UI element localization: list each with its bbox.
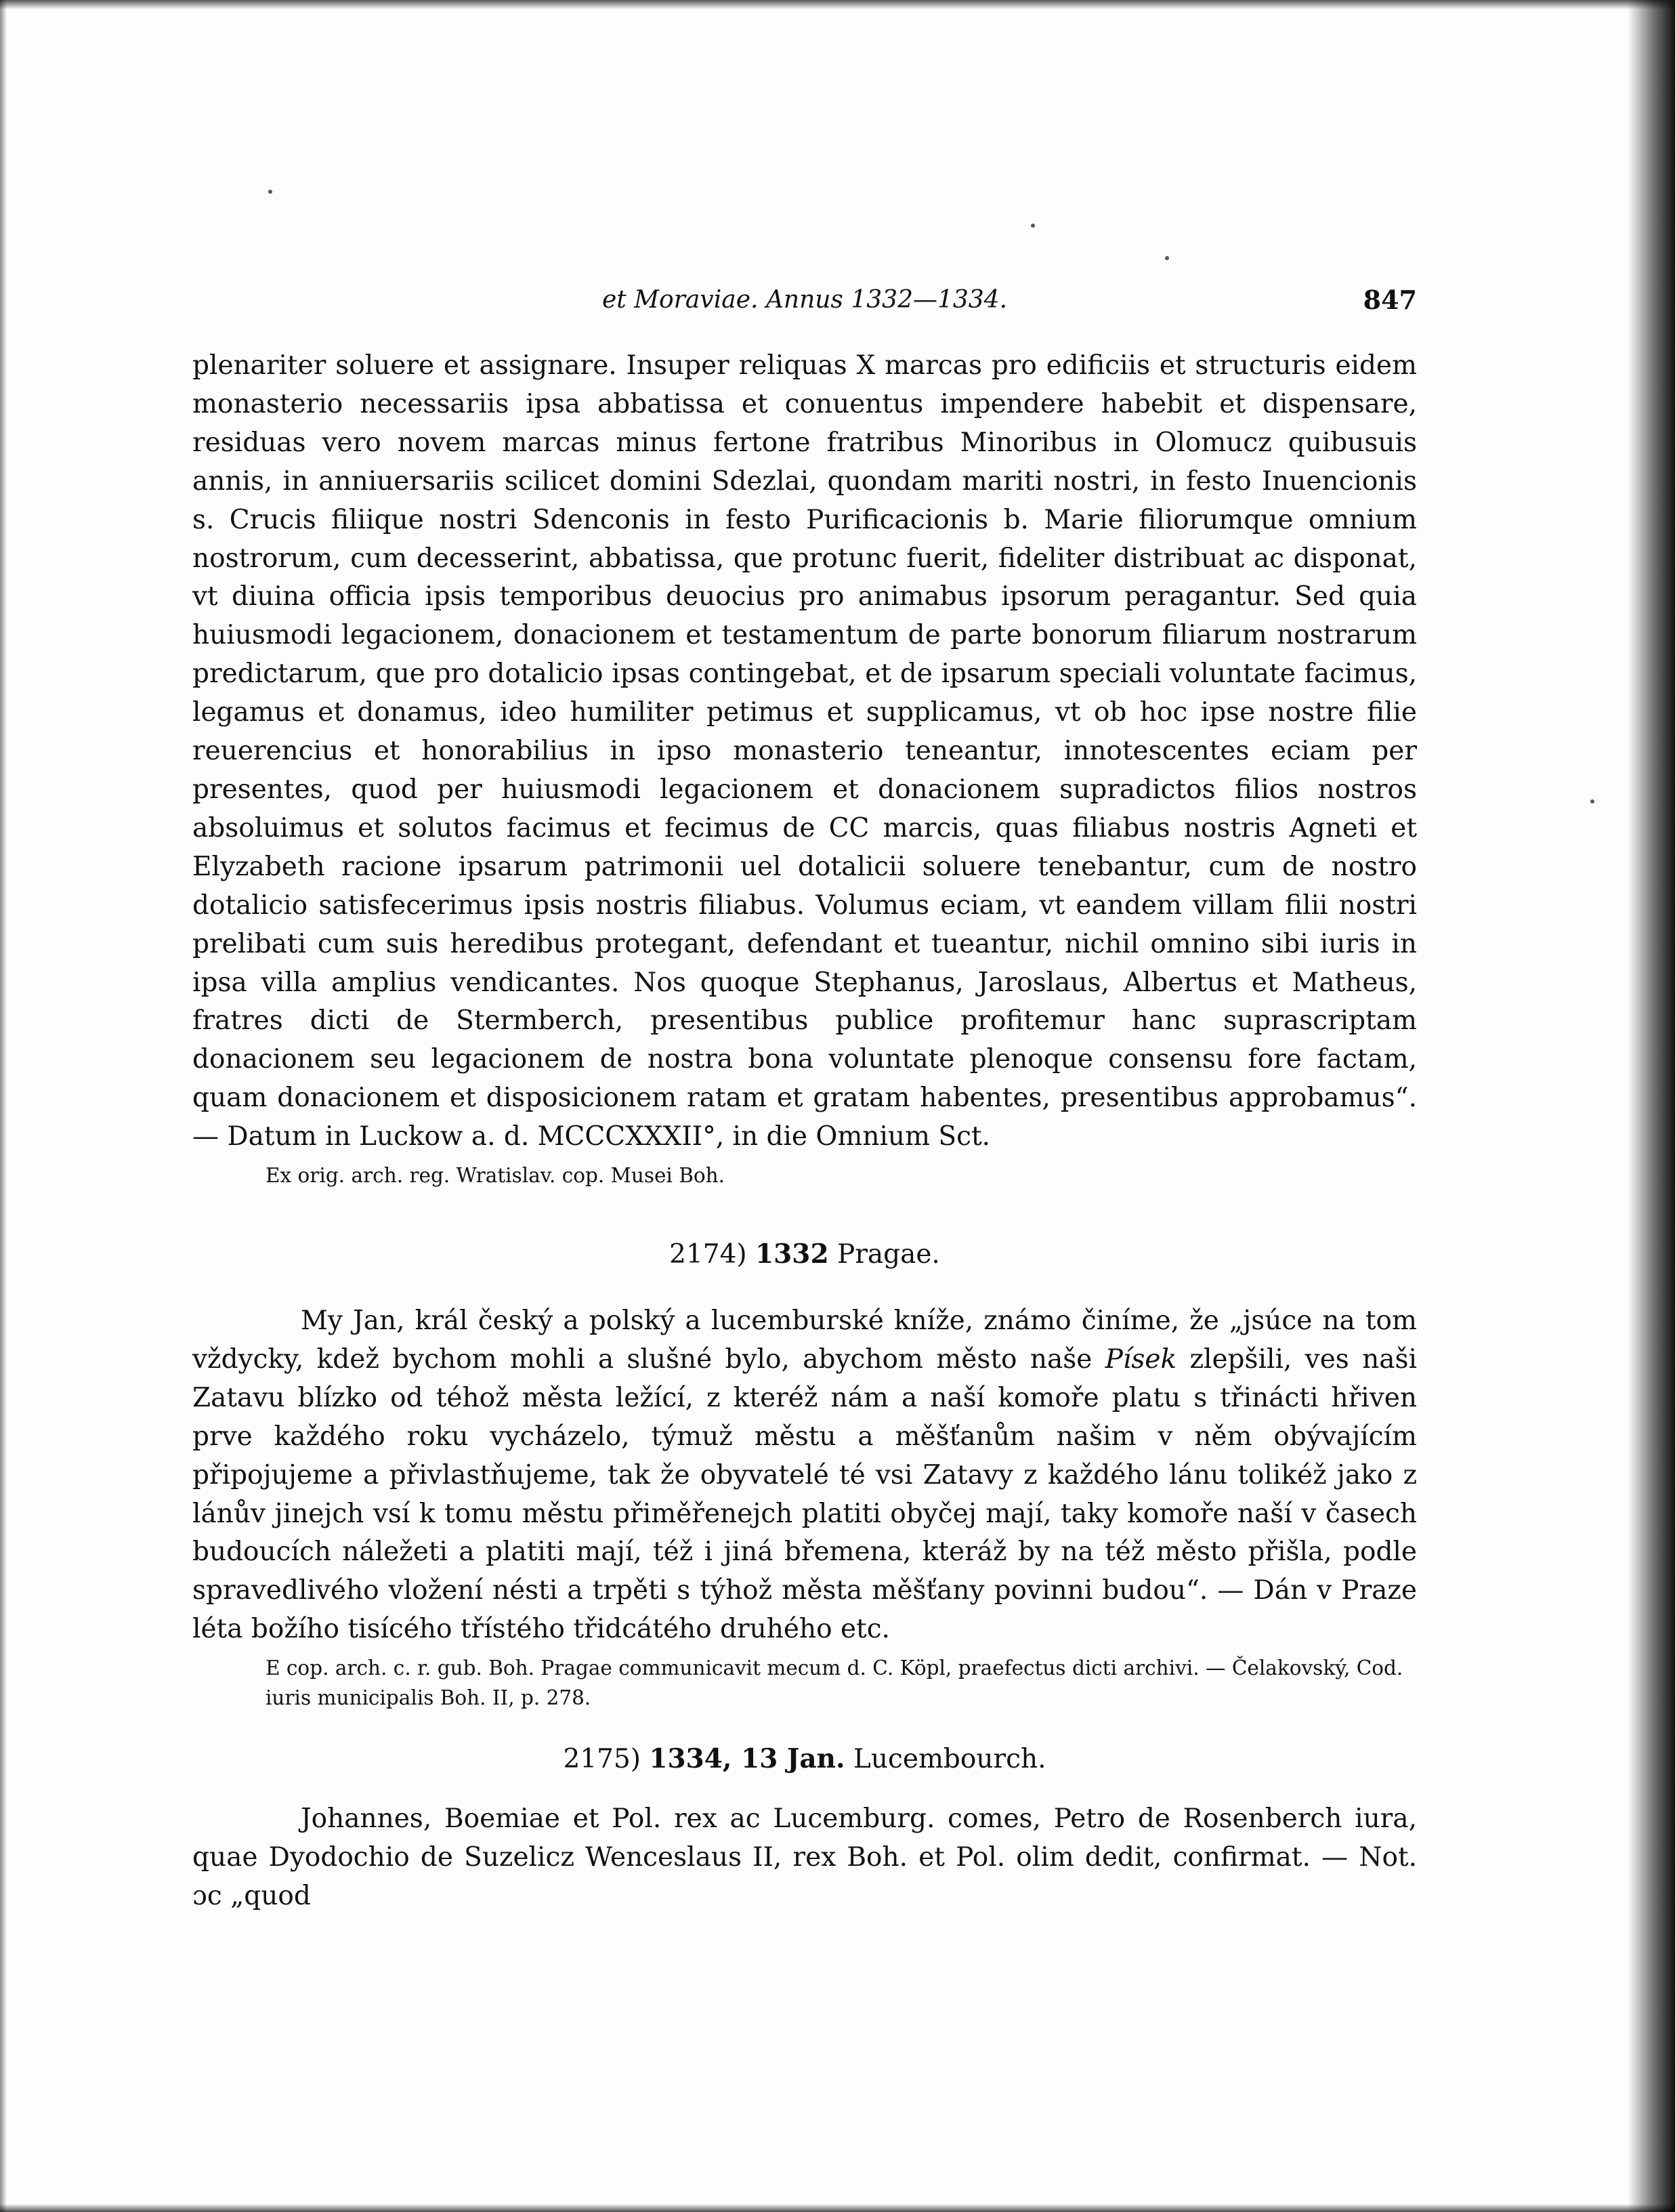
charter-2174-place-name: Písek — [1105, 1343, 1177, 1375]
charter-2174-text — [192, 1302, 1417, 1649]
scan-speck — [1031, 224, 1035, 228]
scan-speck — [268, 190, 272, 194]
scan-speck — [1165, 256, 1169, 260]
scan-edge-top — [0, 0, 1675, 9]
page-number: 847 — [1363, 285, 1417, 315]
running-header — [192, 283, 1417, 317]
charter-2174-place: Pragae. — [836, 1239, 940, 1270]
charter-2173-continuation: plenariter soluere et assignare. Insuper reliquas X marcas pro edificiis et structuris eidem monasterio necessariis ipsa abbatissa et conuentus impendere habebit et dispensare, residuas vero novem marcas minus fertone fratribus Minoribus in Olomucz quibusuis annis, in anniuersariis scilicet domini Sdezlai, quondam mariti nostri, in festo Inuencionis s. Crucis filiique nostri Sdenconis in festo Purificacionis b. Marie filiorumque omnium nostrorum, cum decesserint, abbatissa, que protunc fuerit, fideliter distribuat ac disponat, vt diuina officia ipsis temporibus deuocius pro animabus ipsorum peragantur. Sed quia huiusmodi legacionem, donacionem et testamentum de parte bonorum filiarum nostrarum predictarum, que pro dotalicio ipsas contingebat, et de ipsarum speciali voluntate facimus, legamus et donamus, ideo humiliter petimus et supplicamus, vt ob hoc ipse nostre filie reuerencius et honorabilius in ipso monasterio teneantur, innotescentes eciam per presentes, quod per huiusmodi legacionem et donacionem supradictos filios nostros absoluimus et solutos facimus et fecimus de CC marcis, quas filiabus nostris Agneti et Elyzabeth racione ipsarum patrimonii uel dotalicii soluere tenebantur, cum de nostro dotalicio satisfecerimus ipsis nostris filiabus. Volumus eciam, vt eandem villam filii nostri prelibati cum suis heredibus protegant, defendant et tueantur, nichil omnino sibi iuris in ipsa villa amplius vendicantes. Nos quoque Stephanus, Jaroslaus, Albertus et Matheus, fratres dicti de Stermberch, presentibus publice profitemur hanc suprascriptam donacionem seu legacionem de nostra bona voluntate plenoque consensu fore factam, quam donacionem et disposicionem ratam et gratam habentes, presentibus approbamus“. — Datum in Luckow a. d. MCCCXXXII°, in die Omnium Sct. — [192, 350, 1417, 1152]
charter-2174-text-part2: zlepšili, ves naši Zatavu blízko od téhož města ležící, z kteréž nám a naší komoře platu s třinácti hřiven prve každého roku vycházelo, týmuž městu a měšťanům našim v něm obývajícím připojujeme a přivlastňujeme, tak že obyvatelé té vsi Zatavy z každého lánu tolikéž jako z lánův jinejch vsí k tomu městu přiměřenejch platiti obyčej mají, taky komoře naší v časech budoucích náležeti a platiti mají, též i jiná břemena, kteráž by na též město přišla, podle spravedlivého vložení nésti a trpěti s týhož města měšťany povinni budou“. — Dán v Praze léta božího tisícého třístého třidcátého druhého etc. — [192, 1343, 1417, 1645]
charter-2175-regest: Johannes, Boemiae et Pol. rex ac Lucemburg. comes, Petro de Rosenberch iura, quae Dyodochio de Suzelicz Wenceslaus II, rex Boh. et Pol. olim dedit, confirmat. — Not. ɔc „quod — [192, 1803, 1417, 1911]
charter-2174-source-note: E cop. arch. c. r. gub. Boh. Pragae communicavit mecum d. C. Köpl, praefectus dicti archivi. — Čelakovský, Cod. iuris municipalis Boh. II, p. 278. — [266, 1656, 1403, 1710]
scan-edge-bottom — [0, 2204, 1675, 2212]
charter-2174-number: 2174) — [669, 1239, 747, 1270]
scan-speck — [1590, 799, 1594, 804]
scan-edge-left — [0, 0, 7, 2212]
charter-2175-date: 1334, 13 Jan. — [649, 1743, 845, 1775]
charter-2175-place: Lucembourch. — [853, 1744, 1046, 1775]
running-title: et Moraviae. Annus 1332—1334. — [601, 286, 1008, 314]
charter-2174-text-part1: My Jan, král český a polský a lucemburské kníže, známo činíme, že „jsúce na tom vždycky, kdež bychom mohli a slušné bylo, abychom město naše — [192, 1306, 1417, 1375]
charter-2174-heading — [192, 1234, 1417, 1275]
charter-2174-year: 1332 — [755, 1238, 829, 1270]
charter-2175-heading — [192, 1738, 1417, 1780]
page-body — [192, 347, 1417, 1916]
charter-2173-source-note: Ex orig. arch. reg. Wratislav. cop. Musei Boh. — [266, 1164, 725, 1188]
charter-2175-number: 2175) — [563, 1744, 641, 1775]
scan-edge-right — [1628, 0, 1675, 2212]
